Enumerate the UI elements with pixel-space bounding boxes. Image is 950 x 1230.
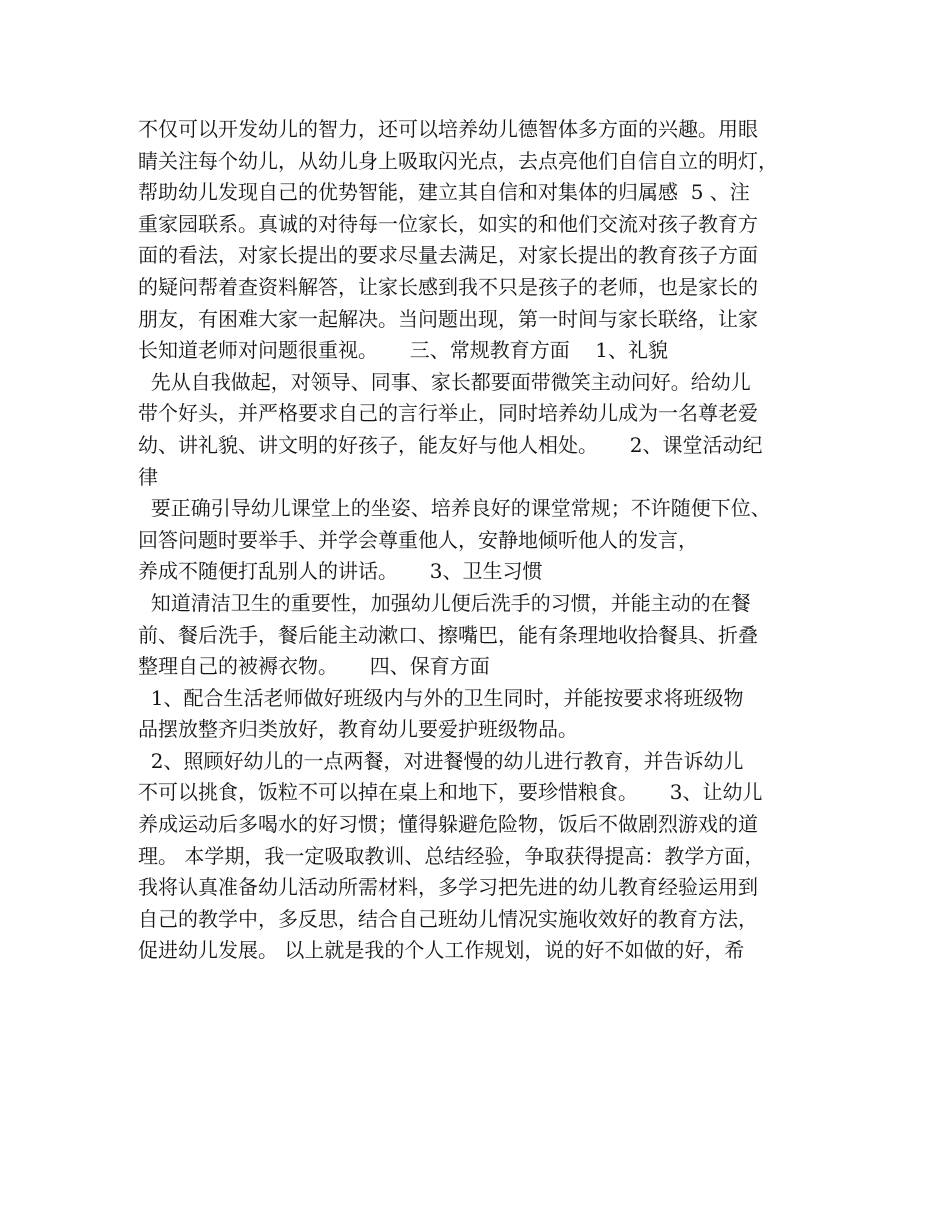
text-line: 不仅可以开发幼儿的智力，还可以培养幼儿德智体多方面的兴趣。用眼	[138, 117, 758, 141]
text-line: 理。 本学期，我一定吸取教训、总结经验，争取获得提高：教学方面，	[138, 843, 765, 868]
text-line: 幼、讲礼貌、讲文明的好孩子，能友好与他人相处。 2、课堂活动纪	[138, 432, 763, 457]
text-line: 1、配合生活老师做好班级内与外的卫生同时，并能按要求将班级物	[138, 685, 744, 710]
text-line: 的疑问帮着查资料解答，让家长感到我不只是孩子的老师，也是家长的	[138, 274, 758, 299]
text-line: 我将认真准备幼儿活动所需材料，多学习把先进的幼儿教育经验运用到	[138, 875, 758, 900]
text-line: 知道清洁卫生的重要性，加强幼儿便后洗手的习惯，并能主动的在餐	[138, 590, 751, 615]
text-line: 睛关注每个幼儿，从幼儿身上吸取闪光点，去点亮他们自信自立的明灯，	[138, 148, 778, 173]
text-line: 促进幼儿发展。 以上就是我的个人工作规划，说的好不如做的好，希	[138, 938, 745, 963]
text-line: 不可以挑食，饭粒不可以掉在桌上和地下，要珍惜粮食。 3、让幼儿	[138, 780, 763, 805]
text-line: 整理自己的被褥衣物。 四、保育方面	[138, 654, 490, 679]
body-text	[138, 114, 838, 967]
text-line: 养成不随便打乱别人的讲话。 3、卫生习惯	[138, 559, 543, 584]
text-line: 长知道老师对问题很重视。 三、常规教育方面 1、礼貌	[138, 338, 668, 363]
text-line: 律	[138, 464, 158, 489]
text-line: 重家园联系。真诚的对待每一位家长，如实的和他们交流对孩子教育方	[138, 211, 758, 236]
text-line: 面的看法，对家长提出的要求尽量去满足，对家长提出的教育孩子方面	[138, 243, 758, 268]
text-line: 品摆放整齐归类放好，教育幼儿要爱护班级物品。	[138, 717, 578, 742]
text-line: 先从自我做起，对领导、同事、家长都要面带微笑主动问好。给幼儿	[138, 369, 751, 394]
text-line: 2、照顾好幼儿的一点两餐，对进餐慢的幼儿进行教育，并告诉幼儿	[138, 748, 744, 773]
text-line: 回答问题时要举手、并学会尊重他人，安静地倾听他人的发言，	[138, 527, 698, 552]
text-line: 朋友，有困难大家一起解决。当问题出现，第一时间与家长联络，让家	[138, 306, 758, 331]
text-line: 要正确引导幼儿课堂上的坐姿、培养良好的课堂常规；不许随便下位、	[138, 496, 771, 521]
text-line: 带个好头，并严格要求自己的言行举止，同时培养幼儿成为一名尊老爱	[138, 401, 758, 426]
text-line: 自己的教学中，多反思，结合自己班幼儿情况实施收效好的教育方法，	[138, 906, 758, 931]
text-line: 前、餐后洗手，餐后能主动漱口、擦嘴巴，能有条理地收拾餐具、折叠	[138, 622, 758, 647]
text-line: 帮助幼儿发现自己的优势智能，建立其自信和对集体的归属感 5 、注	[138, 180, 750, 205]
text-line: 养成运动后多喝水的好习惯；懂得躲避危险物，饭后不做剧烈游戏的道	[138, 812, 758, 837]
